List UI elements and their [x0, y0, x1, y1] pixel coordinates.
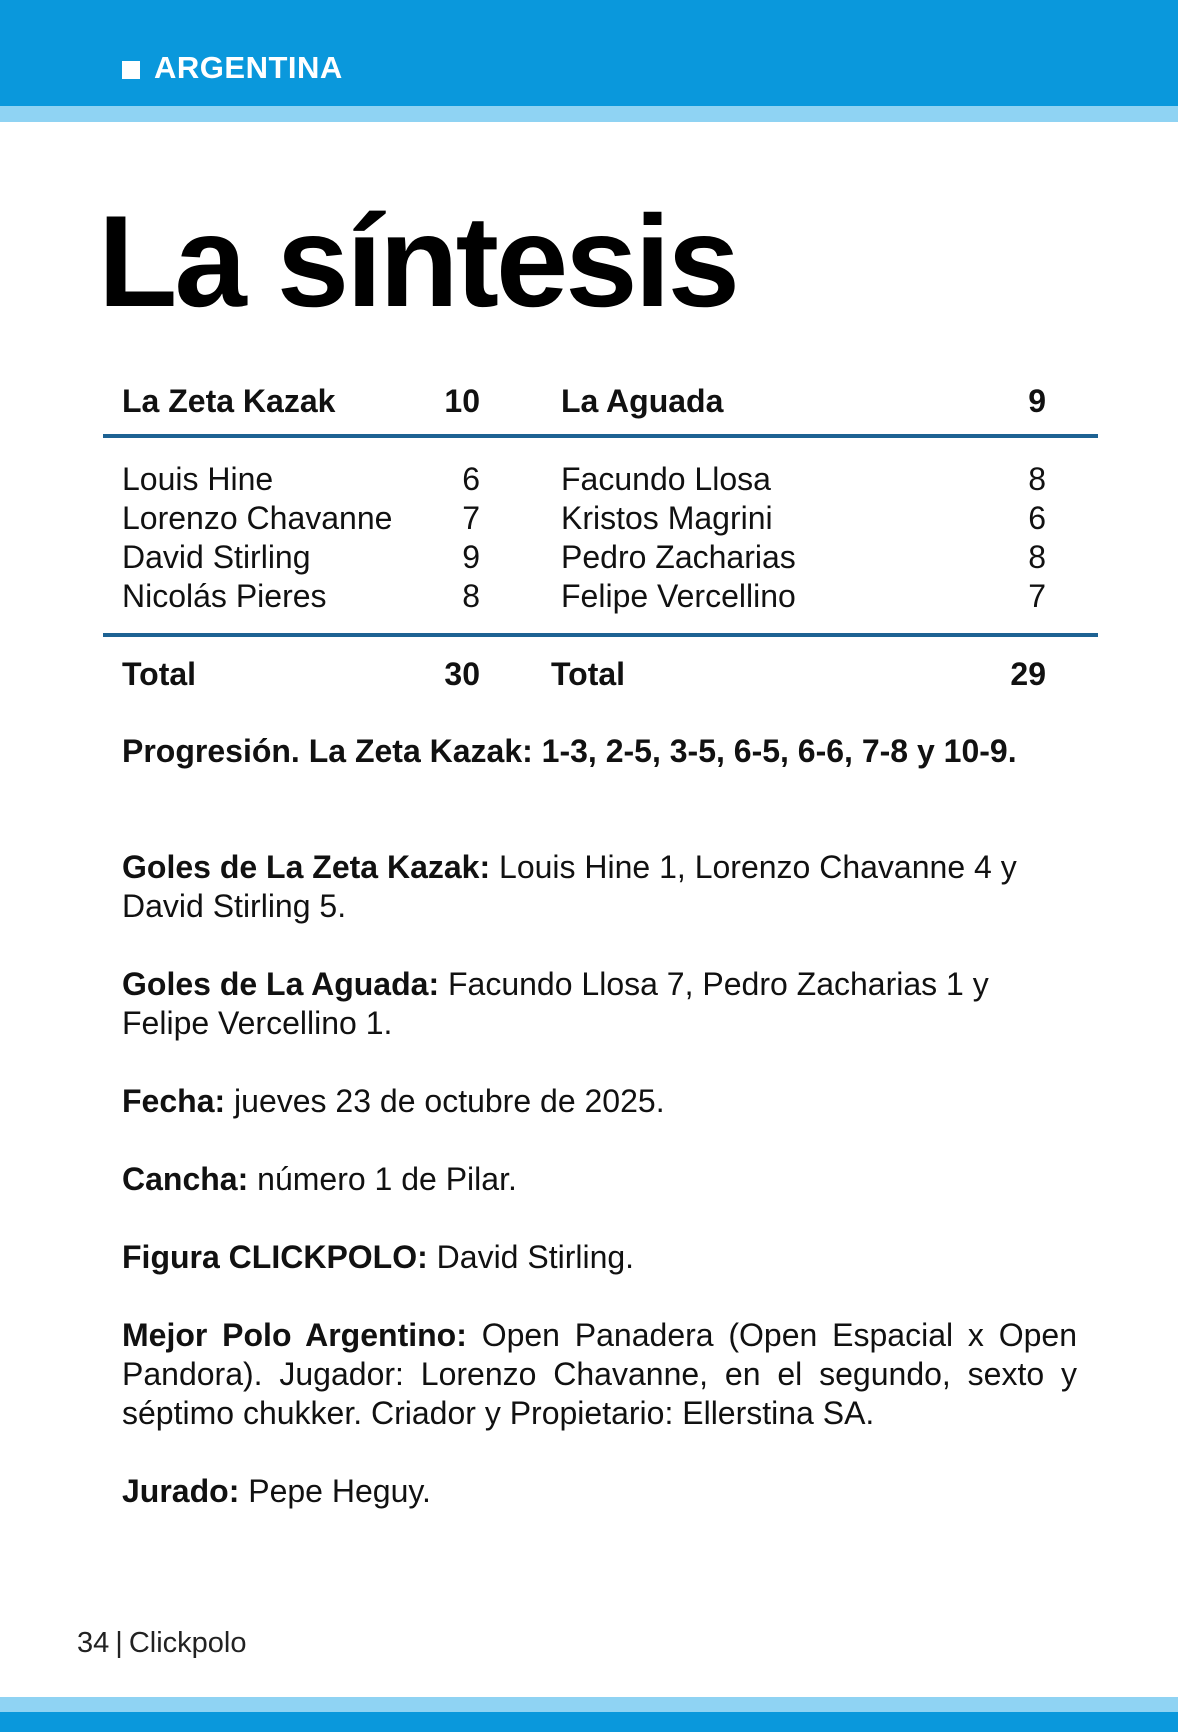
teams-header-row	[122, 381, 1072, 421]
mejor-polo-label: Mejor Polo Argentino:	[122, 1317, 467, 1353]
fecha-paragraph	[122, 1082, 1077, 1121]
player-row	[122, 537, 1072, 577]
player-b-name: Felipe Vercellino	[561, 578, 796, 614]
player-row	[122, 576, 1072, 616]
goles-a-text: Louis Hine 1, Lorenzo Chavanne 4 y David Stirling 5.	[122, 849, 1017, 924]
header-stripe	[0, 106, 1178, 122]
goles-a-label: Goles de La Zeta Kazak:	[122, 849, 491, 885]
total-a-label: Total	[122, 656, 197, 692]
goles-a-paragraph	[122, 848, 1077, 926]
cancha-text: número 1 de Pilar.	[248, 1161, 517, 1197]
total-a-value: 30	[444, 656, 480, 692]
mejor-polo-text: Open Panadera (Open Espacial x Open Pandora). Jugador: Lorenzo Chavanne, en el segundo, sexto y séptimo chukker. Criador y Propietario: Ellerstina SA.	[122, 1317, 1078, 1431]
goles-b-text: Facundo Llosa 7, Pedro Zacharias 1 y Felipe Vercellino 1.	[122, 966, 989, 1041]
fecha-text: jueves 23 de octubre de 2025.	[225, 1083, 665, 1119]
footer-separator: |	[115, 1627, 123, 1659]
player-b-name: Pedro Zacharias	[561, 539, 796, 575]
team-b-score: 9	[1028, 383, 1046, 419]
mejor-polo-paragraph	[122, 1316, 1077, 1433]
player-row	[122, 498, 1072, 538]
player-a-name: David Stirling	[122, 539, 311, 575]
team-b-name: La Aguada	[561, 383, 724, 419]
player-a-name: Nicolás Pieres	[122, 578, 327, 614]
figura-label: Figura CLICKPOLO:	[122, 1239, 428, 1275]
player-a-handicap: 7	[462, 500, 480, 536]
goles-b-label: Goles de La Aguada:	[122, 966, 440, 1002]
jurado-paragraph	[122, 1472, 1077, 1511]
player-b-name: Facundo Llosa	[561, 461, 771, 497]
player-b-name: Kristos Magrini	[561, 500, 773, 536]
fecha-label: Fecha:	[122, 1083, 226, 1119]
player-row	[122, 459, 1072, 499]
goles-b-paragraph	[122, 965, 1077, 1043]
page-footer	[77, 1627, 246, 1660]
section-label: ARGENTINA	[154, 50, 343, 85]
total-b-value: 29	[1010, 656, 1046, 692]
cancha-label: Cancha:	[122, 1161, 249, 1197]
player-a-handicap: 8	[462, 578, 480, 614]
figura-paragraph	[122, 1238, 1077, 1277]
player-b-handicap: 6	[1028, 500, 1046, 536]
totals-row	[122, 654, 1072, 694]
team-a-name: La Zeta Kazak	[122, 383, 336, 419]
jurado-text: Pepe Heguy.	[239, 1473, 431, 1509]
player-a-name: Lorenzo Chavanne	[122, 500, 393, 536]
player-a-name: Louis Hine	[122, 461, 274, 497]
figura-text: David Stirling.	[427, 1239, 635, 1275]
footer-stripe	[0, 1697, 1178, 1712]
player-b-handicap: 8	[1028, 461, 1046, 497]
publication-name: Clickpolo	[128, 1627, 247, 1659]
player-b-handicap: 8	[1028, 539, 1046, 575]
player-a-handicap: 6	[462, 461, 480, 497]
total-b-label: Total	[551, 656, 626, 692]
footer-bar	[0, 1712, 1178, 1732]
table-rule-bottom	[103, 633, 1098, 637]
table-rule-top	[103, 434, 1098, 438]
progresion-text: Progresión. La Zeta Kazak: 1-3, 2-5, 3-5, 6-5, 6-6, 7-8 y 10-9.	[122, 733, 1017, 769]
jurado-label: Jurado:	[122, 1473, 240, 1509]
section-square-icon	[122, 61, 140, 79]
page-number: 34	[77, 1627, 110, 1659]
player-b-handicap: 7	[1028, 578, 1046, 614]
team-a-score: 10	[444, 383, 480, 419]
cancha-paragraph	[122, 1160, 1077, 1199]
page-title: La síntesis	[98, 188, 737, 334]
player-a-handicap: 9	[462, 539, 480, 575]
